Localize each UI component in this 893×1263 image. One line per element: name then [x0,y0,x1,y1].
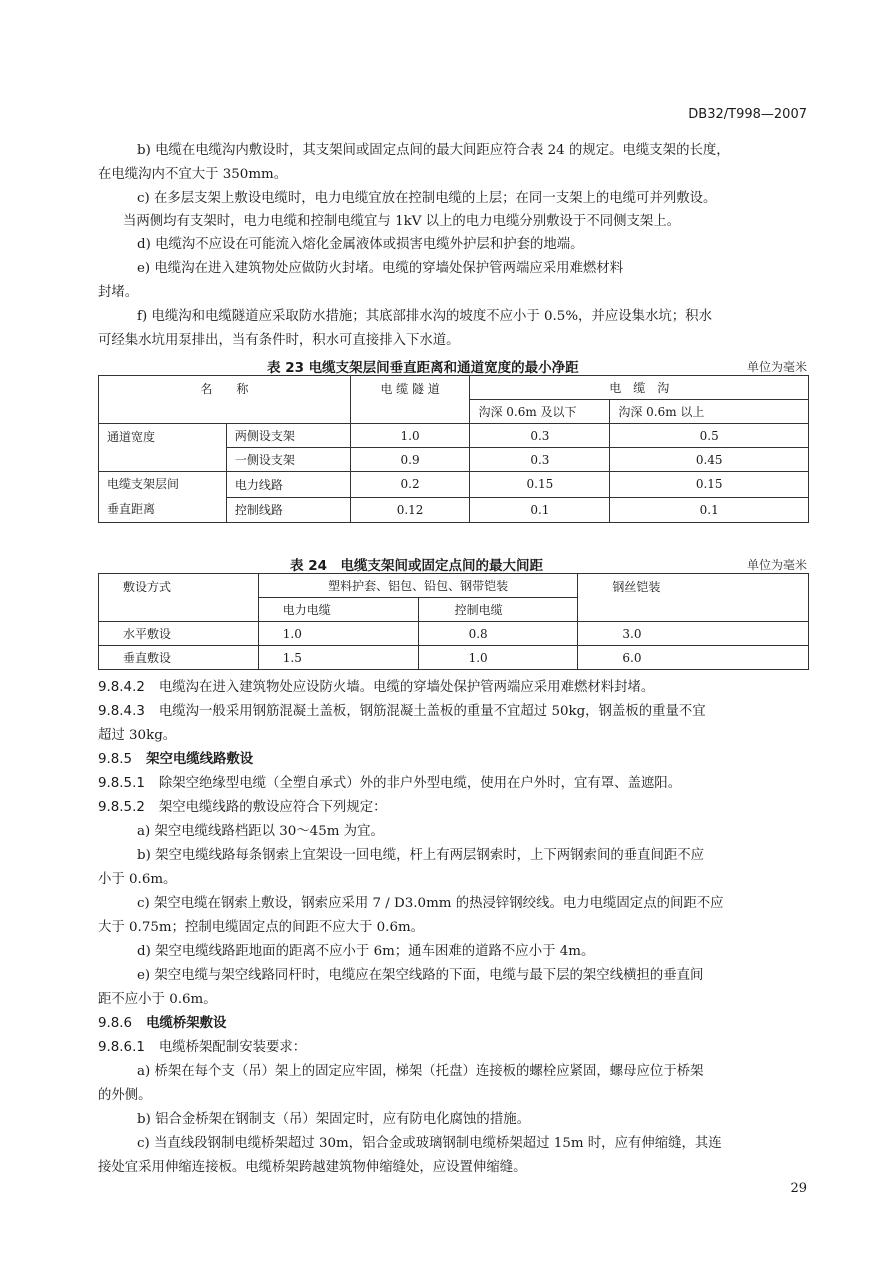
para-b-line1: b) 电缆在电缆沟内敷设时，其支架间或固定点间的最大间距应符合表 24 的规定。电缆支架的长度， [137,143,730,158]
t23-cell: 0.3 [470,448,610,472]
t24-cell: 6.0 [578,646,809,670]
t23-cell: 0.5 [610,424,809,448]
item-9861-a-line1: a) 桥架在每个支（吊）架上的固定应牢固，梯架（托盘）连接板的螺栓应紧固，螺母应位于桥架 [137,1064,704,1079]
clause-9-8-5-2: 9.8.5.2 架空电缆线路的敷设应符合下列规定： [98,800,387,815]
t24-header-wire: 钢丝铠装 [578,574,809,622]
page-number: 29 [790,1181,807,1196]
t23-cell: 0.9 [350,448,470,472]
table23 [98,375,809,523]
item-9852-e-line1: e) 架空电缆与架空线路同杆时，电缆应在架空线路的下面，电缆与最下层的架空线横担的垂直间 [137,968,704,983]
t23-header-name: 名 称 [99,376,351,424]
t23-cell: 0.1 [610,497,809,523]
item-9861-c-line2: 接处宜采用伸缩连接板。电缆桥架跨越建筑物伸缩缝处，应设置伸缩缝。 [98,1160,527,1175]
t24-header-control: 控制电缆 [418,598,578,622]
clause-9-8-4-3-cont: 超过 30kg。 [98,728,177,743]
item-9852-d: d) 架空电缆线路距地面的距离不应小于 6m；通车困难的道路不应小于 4m。 [137,944,595,959]
t23-cell: 0.45 [610,448,809,472]
t23-cell: 0.1 [470,497,610,523]
table23-caption: 表 23 电缆支架层间垂直距离和通道宽度的最小净距 [267,360,579,376]
t23-cell: 0.15 [470,472,610,498]
t23-cell: 1.0 [350,424,470,448]
t23-header-tunnel: 电 缆 隧 道 [350,376,470,424]
t24-method: 垂直敷设 [99,646,259,670]
t24-cell: 1.0 [418,646,578,670]
t23-item: 两侧设支架 [226,424,350,448]
t23-group-passage: 通道宽度 [99,424,227,472]
para-d: d) 电缆沟不应设在可能流入熔化金属液体或损害电缆外护层和护套的地端。 [137,237,584,252]
t23-item: 一侧设支架 [226,448,350,472]
table24-unit: 单位为毫米 [746,558,807,572]
para-f-line1: f) 电缆沟和电缆隧道应采取防水措施；其底部排水沟的坡度不应小于 0.5%，并应设集水坑；积水 [137,309,712,324]
standard-code: DB32/T998—2007 [688,107,807,122]
t23-header-trench: 电 缆 沟 [470,376,809,400]
t24-method: 水平敷设 [99,622,259,646]
table24-caption: 表 24 电缆支架间或固定点间的最大间距 [290,558,543,574]
t23-item: 控制线路 [226,497,350,523]
para-c-line1: c) 在多层支架上敷设电缆时，电力电缆宜放在控制电缆的上层；在同一支架上的电缆可并列敷设。 [137,191,717,206]
t24-cell: 3.0 [578,622,809,646]
clause-9-8-5-1: 9.8.5.1 除架空绝缘型电缆（全塑自承式）外的非户外型电缆，使用在户外时，宜有罩、盖遮阳。 [98,776,682,791]
table23-unit: 单位为毫米 [746,360,807,374]
t23-header-shallow: 沟深 0.6m 及以下 [470,400,610,424]
section-9-8-5: 9.8.5 架空电缆线路敷设 [98,752,254,767]
item-9852-b-line1: b) 架空电缆线路每条钢索上宜架设一回电缆，杆上有两层钢索时，上下两钢索间的垂直间距不应 [137,848,705,863]
clause-9-8-4-3: 9.8.4.3 电缆沟一般采用钢筋混凝土盖板，钢筋混凝土盖板的重量不宜超过 50kg，钢盖板的重量不宜 [98,704,706,719]
t23-cell: 0.15 [610,472,809,498]
item-9852-e-line2: 距不应小于 0.6m。 [98,992,217,1007]
table-row [99,646,809,670]
para-e-line1: e) 电缆沟在进入建筑物处应做防火封堵。电缆的穿墙处保护管两端应采用难燃材料 [137,261,624,276]
table-row [99,424,809,448]
t23-header-deep: 沟深 0.6m 以上 [610,400,809,424]
clause-9-8-4-2: 9.8.4.2 电缆沟在进入建筑物处应设防火墙。电缆的穿墙处保护管两端应采用难燃材料封堵。 [98,680,655,695]
t24-cell: 0.8 [418,622,578,646]
item-9861-c-line1: c) 当直线段钢制电缆桥架超过 30m，铝合金或玻璃钢制电缆桥架超过 15m 时，应有伸缩缝，其连 [137,1136,722,1151]
item-9861-a-line2: 的外侧。 [98,1088,152,1103]
section-9-8-6: 9.8.6 电缆桥架敷设 [98,1016,227,1031]
table-row [99,472,809,498]
table24 [98,573,809,670]
item-9852-a: a) 架空电缆线路档距以 30～45m 为宜。 [137,824,384,839]
t24-cell: 1.5 [258,646,418,670]
t24-header-sheath: 塑料护套、铝包、铅包、钢带铠装 [258,574,578,598]
t24-header-power: 电力电缆 [258,598,418,622]
para-c-line2: 当两侧均有支架时，电力电缆和控制电缆宜与 1kV 以上的电力电缆分别敷设于不同侧支架上。 [123,214,681,229]
para-e-line2: 封堵。 [98,285,139,300]
item-9852-c-line1: c) 架空电缆在钢索上敷设，钢索应采用 7 / D3.0mm 的热浸锌钢绞线。电力电缆固定点的间距不应 [137,896,724,911]
t23-cell: 0.3 [470,424,610,448]
t23-item: 电力线路 [226,472,350,498]
table-row [99,622,809,646]
t23-group-vertical: 电缆支架层间 垂直距离 [99,472,227,523]
clause-9-8-6-1: 9.8.6.1 电缆桥架配制安装要求： [98,1040,307,1055]
item-9852-c-line2: 大于 0.75m；控制电缆固定点的间距不应大于 0.6m。 [98,920,425,935]
para-f-line2: 可经集水坑用泵排出，当有条件时，积水可直接排入下水道。 [98,333,460,348]
item-9861-b: b) 铝合金桥架在钢制支（吊）架固定时，应有防电化腐蚀的措施。 [137,1112,530,1127]
t24-cell: 1.0 [258,622,418,646]
item-9852-b-line2: 小于 0.6m。 [98,872,177,887]
t23-cell: 0.12 [350,497,470,523]
t23-cell: 0.2 [350,472,470,498]
t24-header-method: 敷设方式 [99,574,259,622]
para-b-line2: 在电缆沟内不宜大于 350mm。 [98,167,288,182]
